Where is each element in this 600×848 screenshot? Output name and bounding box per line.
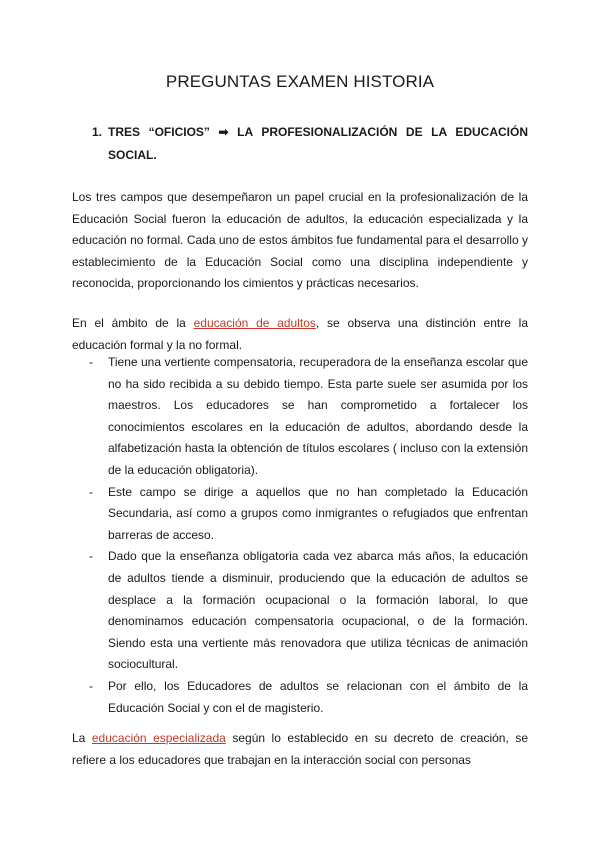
bullet-dash: - — [89, 355, 93, 369]
list-item-text: Dado que la enseñanza obligatoria cada vez abarca más años, la educación de adultos tiende a disminuir, produciendo que la educación de adultos se desplace a la formación ocupacional o la formación laboral, lo que denominamos educación compensatoria ocupacional, o de la formación. Siendo esta una vertiente más renovadora que utiliza técnicas de animación sociocultural. — [108, 549, 528, 672]
section-heading-text: TRES “OFICIOS” ➡ LA PROFESIONALIZACIÓN DE LA EDUCACIÓN SOCIAL. — [108, 125, 528, 162]
section-heading — [92, 121, 528, 167]
intro-paragraph: Los tres campos que desempeñaron un papel crucial en la profesionalización de la Educación Social fueron la educación de adultos, la educación especializada y la educación no formal. Cada uno de estos ámbitos fue fundamental para el desarrollo y establecimiento de la Educación Social como una disciplina independiente y reconocida, proporcionando los cimientos y prácticas necesarios. — [72, 190, 528, 291]
list-item — [72, 676, 528, 719]
list-item-text: Este campo se dirige a aquellos que no han completado la Educación Secundaria, así como a grupos como inmigrantes o refugiados que enfrentan barreras de acceso. — [108, 484, 528, 542]
document-title: PREGUNTAS EXAMEN HISTORIA — [165, 72, 435, 91]
educacion-adultos-link[interactable]: educación de adultos — [193, 316, 316, 330]
adultos-paragraph — [72, 313, 528, 356]
list-item — [72, 482, 528, 547]
list-item-text: Tiene una vertiente compensatoria, recuperadora de la enseñanza escolar que no ha sido recibida a su debido tiempo. Esta parte suele ser asumida por los maestros. Los educadores se han comprometido a fortalecer los conocimientos escolares en la educación de adultos, abordando desde la alfabetización hasta la obtención de títulos escolares ( incluso con la extensión de la educación obligatoria). — [108, 355, 528, 477]
adultos-bullet-list — [72, 352, 528, 719]
adultos-text-after: , se observa una distinción entre la educación formal y la no formal. — [72, 316, 528, 352]
list-item-text: Por ello, los Educadores de adultos se relacionan con el ámbito de la Educación Social y con el de magisterio. — [108, 678, 528, 715]
bullet-dash: - — [89, 678, 93, 693]
section-number: 1. — [92, 125, 103, 139]
especializada-text-after: según lo establecido en su decreto de creación, se refiere a los educadores que trabajan en la interacción social con personas — [72, 731, 528, 767]
list-item — [72, 546, 528, 676]
bullet-dash: - — [89, 484, 93, 499]
educacion-especializada-link[interactable]: educación especializada — [91, 731, 226, 745]
especializada-paragraph — [72, 728, 528, 771]
bullet-dash: - — [89, 549, 93, 564]
list-item — [72, 352, 528, 482]
adultos-text-before: En el ámbito de la — [72, 316, 194, 330]
especializada-text-before: La — [72, 731, 92, 745]
